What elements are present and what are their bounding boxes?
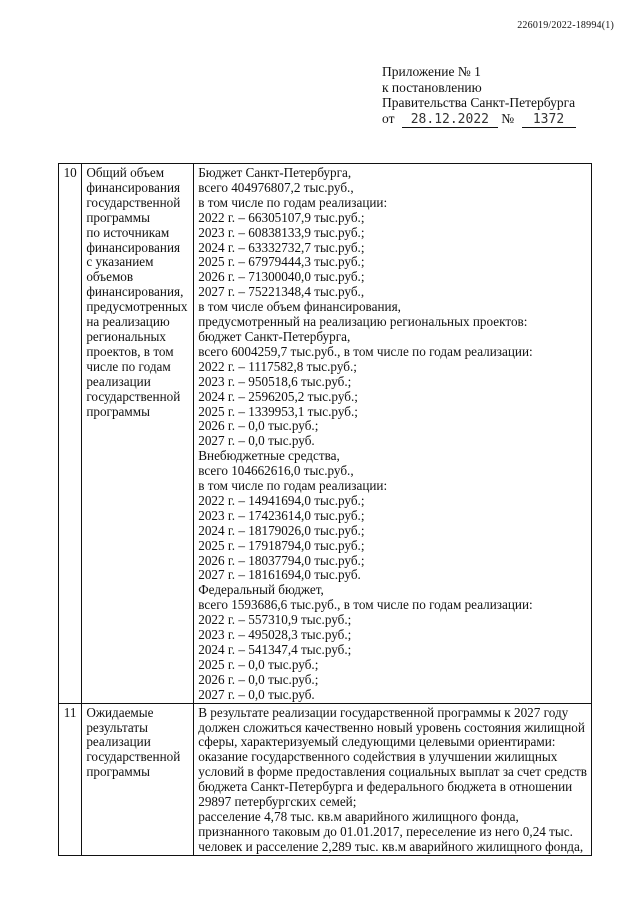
- title-line: государственной: [86, 388, 181, 404]
- title-line: программы: [86, 764, 150, 780]
- content-line: 2026 г. – 0,0 тыс.руб.;: [198, 418, 319, 434]
- content-line: предусмотренный на реализацию региональных проектов:: [198, 314, 528, 330]
- appendix-authority: Правительства Санкт-Петербурга: [382, 95, 576, 110]
- title-line: проектов, в том: [86, 343, 174, 359]
- content-line: 2023 г. – 60838133,9 тыс.руб.;: [198, 224, 365, 240]
- row-content-cell: [194, 164, 592, 704]
- title-line: результаты: [86, 719, 149, 735]
- content-line: 2022 г. – 14941694,0 тыс.руб.;: [198, 492, 365, 508]
- content-line: 2027 г. – 18161694,0 тыс.руб.: [198, 567, 361, 583]
- title-line: региональных: [86, 328, 166, 344]
- content-line: 2022 г. – 557310,9 тыс.руб.;: [198, 612, 352, 628]
- decree-date: 28.12.2022: [402, 112, 498, 129]
- row-title-cell: [82, 164, 194, 704]
- title-line: с указанием: [86, 254, 154, 270]
- content-line: 2022 г. – 1117582,8 тыс.руб.;: [198, 358, 357, 374]
- title-line: предусмотренных: [86, 299, 188, 315]
- title-line: Общий объем: [86, 165, 165, 180]
- appendix-header: [382, 64, 576, 128]
- title-line: государственной: [86, 194, 181, 210]
- from-label: от: [382, 110, 395, 126]
- title-line: реализации: [86, 373, 151, 389]
- content-line: бюджета Санкт-Петербурга и федерального бюджета в отношении: [198, 779, 573, 795]
- content-line: расселение 4,78 тыс. кв.м аварийного жилищного фонда,: [198, 808, 519, 824]
- content-line: 2025 г. – 17918794,0 тыс.руб.;: [198, 537, 365, 553]
- content-line: всего 104662616,0 тыс.руб.,: [198, 463, 354, 479]
- appendix-title: Приложение № 1: [382, 64, 481, 79]
- title-line: финансирования,: [86, 284, 184, 300]
- content-line: 2024 г. – 2596205,2 тыс.руб.;: [198, 388, 358, 404]
- row-number-cell: 10: [59, 164, 82, 704]
- content-line: 2027 г. – 0,0 тыс.руб.: [198, 686, 315, 702]
- title-line: реализации: [86, 734, 151, 750]
- title-line: по источникам: [86, 224, 170, 240]
- title-line: объемов: [86, 269, 134, 285]
- content-line: в том числе по годам реализации:: [198, 478, 388, 494]
- title-line: на реализацию: [86, 314, 170, 330]
- content-line: 2024 г. – 18179026,0 тыс.руб.;: [198, 522, 365, 538]
- content-line: 2023 г. – 950518,6 тыс.руб.;: [198, 373, 352, 389]
- number-label: №: [501, 110, 515, 126]
- content-line: 2026 г. – 0,0 тыс.руб.;: [198, 671, 319, 687]
- content-line: Федеральный бюджет,: [198, 582, 324, 598]
- table-row: [59, 703, 592, 855]
- content-line: 2027 г. – 75221348,4 тыс.руб.,: [198, 284, 365, 300]
- content-line: в том числе по годам реализации:: [198, 194, 388, 210]
- content-line: всего 404976807,2 тыс.руб.,: [198, 179, 354, 195]
- appendix-date-number-line: [382, 111, 576, 129]
- decree-number: 1372: [522, 112, 576, 129]
- title-line: финансирования: [86, 179, 181, 195]
- content-line: 2025 г. – 0,0 тыс.руб.;: [198, 656, 319, 672]
- content-line: В результате реализации государственной программы к 2027 году: [198, 704, 569, 720]
- content-line: должен сложиться качественно новый уровень состояния жилищной: [198, 719, 585, 735]
- content-line: всего 1593686,6 тыс.руб., в том числе по годам реализации:: [198, 597, 533, 613]
- program-passport-table: [58, 163, 592, 856]
- content-line: 2022 г. – 66305107,9 тыс.руб.;: [198, 209, 365, 225]
- content-line: 2025 г. – 1339953,1 тыс.руб.;: [198, 403, 358, 419]
- title-line: финансирования: [86, 239, 181, 255]
- row-number-cell: 11: [59, 703, 82, 855]
- content-line: всего 6004259,7 тыс.руб., в том числе по годам реализации:: [198, 343, 533, 359]
- content-line: человек и расселение 2,289 тыс. кв.м аварийного жилищного фонда,: [198, 838, 584, 854]
- row-content-cell: [194, 703, 592, 855]
- table-row: [59, 164, 592, 704]
- content-line: Бюджет Санкт-Петербурга,: [198, 165, 352, 180]
- content-line: условий в форме предоставления социальных выплат за счет средств: [198, 764, 587, 780]
- content-line: 2023 г. – 17423614,0 тыс.руб.;: [198, 507, 365, 523]
- document-registration-number: 226019/2022-18994(1): [517, 20, 614, 31]
- content-line: в том числе объем финансирования,: [198, 299, 401, 315]
- title-line: Ожидаемые: [86, 704, 154, 720]
- content-line: 2027 г. – 0,0 тыс.руб.: [198, 433, 315, 449]
- title-line: программы: [86, 403, 150, 419]
- content-line: Внебюджетные средства,: [198, 448, 340, 464]
- title-line: числе по годам: [86, 358, 171, 374]
- row-title-cell: [82, 703, 194, 855]
- appendix-reference: к постановлению: [382, 79, 482, 95]
- content-line: 2026 г. – 71300040,0 тыс.руб.;: [198, 269, 365, 285]
- content-line: оказание государственного содействия в улучшении жилищных: [198, 749, 558, 765]
- content-line: 29897 петербургских семей;: [198, 794, 357, 810]
- content-line: сферы, характеризуемый следующими целевыми ориентирами:: [198, 734, 556, 750]
- content-line: 2025 г. – 67979444,3 тыс.руб.;: [198, 254, 365, 270]
- content-line: 2026 г. – 18037794,0 тыс.руб.;: [198, 552, 365, 568]
- content-line: 2023 г. – 495028,3 тыс.руб.;: [198, 627, 352, 643]
- title-line: государственной: [86, 749, 181, 765]
- content-line: 2024 г. – 63332732,7 тыс.руб.;: [198, 239, 365, 255]
- title-line: программы: [86, 209, 150, 225]
- content-line: бюджет Санкт-Петербурга,: [198, 328, 351, 344]
- content-line: 2024 г. – 541347,4 тыс.руб.;: [198, 642, 352, 657]
- content-line: признанного таковым до 01.01.2017, переселение из него 0,24 тыс.: [198, 823, 573, 839]
